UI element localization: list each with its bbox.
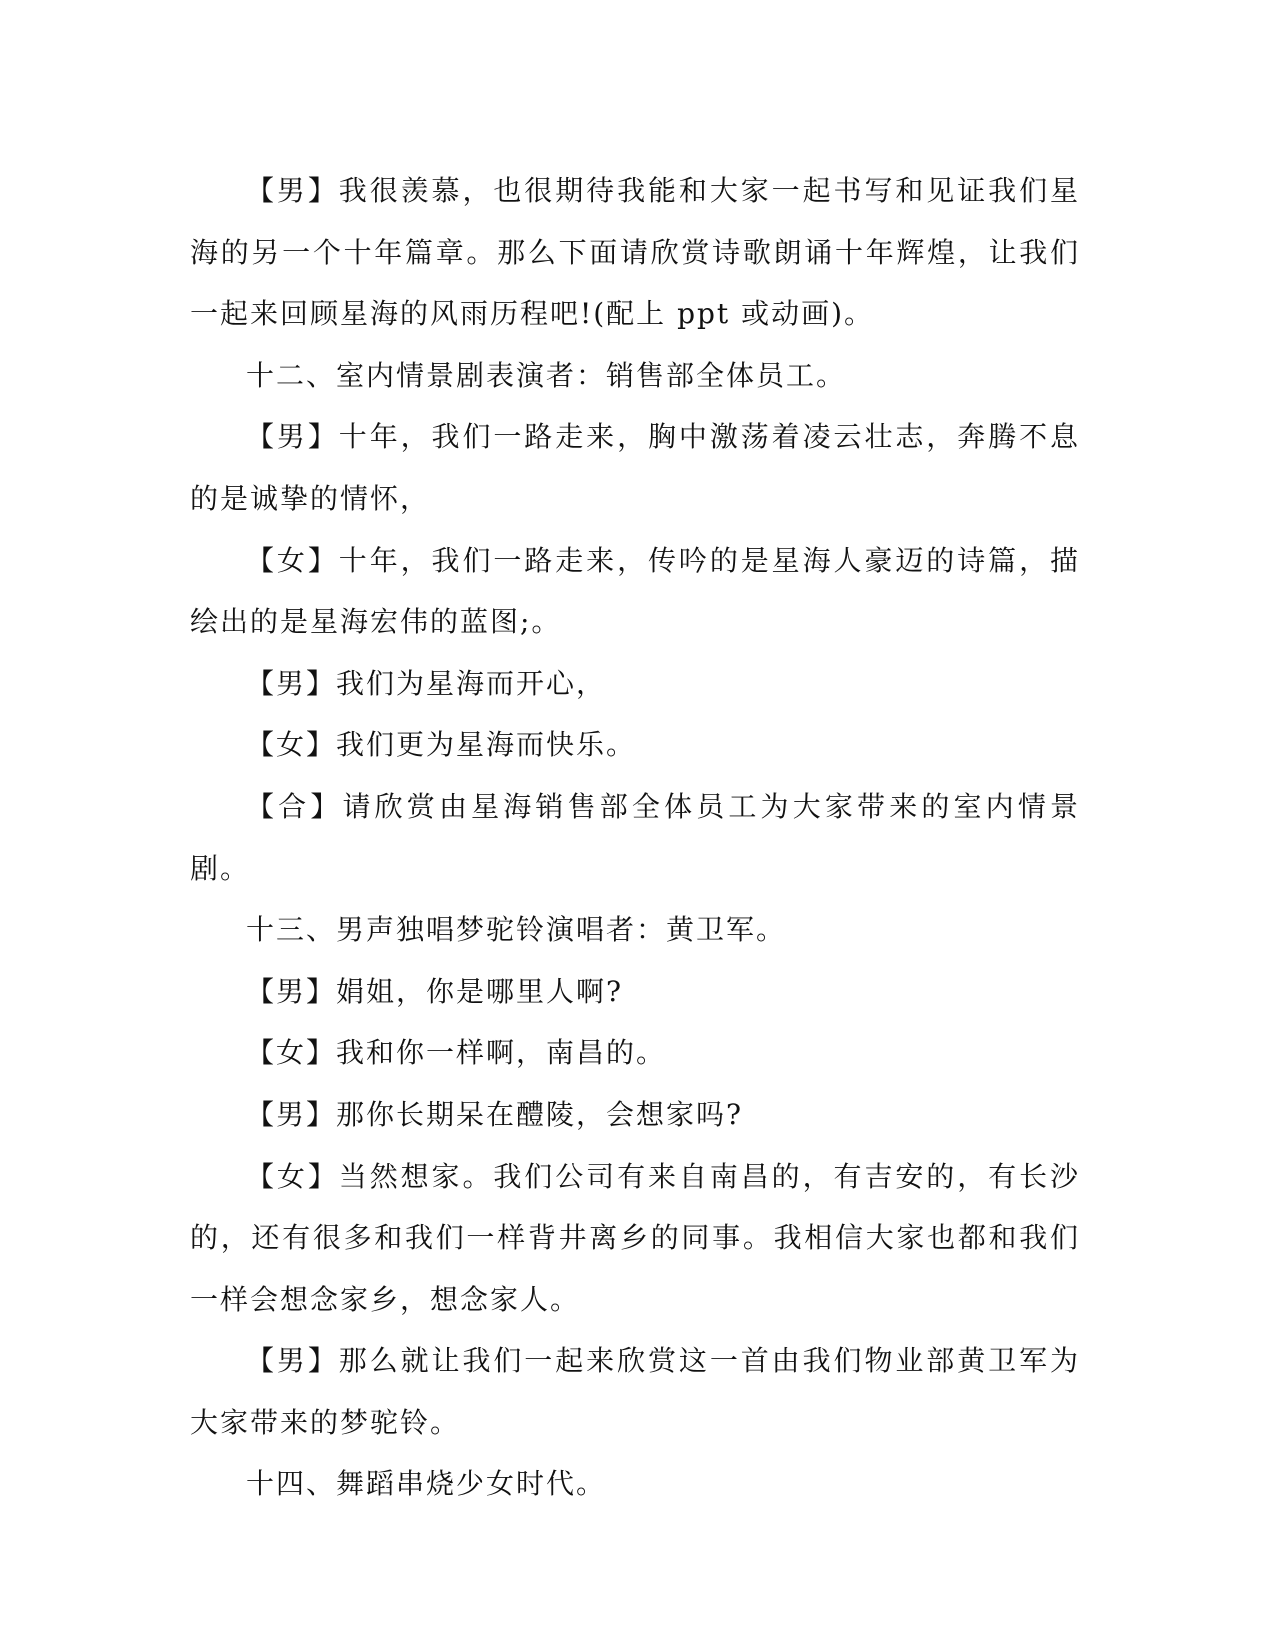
paragraph: 【男】那你长期呆在醴陵，会想家吗? — [246, 1097, 744, 1131]
paragraph: 【男】我很羡慕，也很期待我能和大家一起书写和见证我们星海的另一个十年篇章。那么下面请欣赏诗歌朗诵十年辉煌，让我们一起来回顾星海的风雨历程吧!(配上 ppt 或动画)。 — [190, 174, 1080, 331]
paragraph: 【男】我们为星海而开心， — [246, 666, 607, 700]
paragraph: 【合】请欣赏由星海销售部全体员工为大家带来的室内情景剧。 — [190, 789, 1080, 885]
paragraph: 【女】我和你一样啊，南昌的。 — [246, 1036, 667, 1070]
paragraph: 【女】十年，我们一路走来，传吟的是星海人豪迈的诗篇，描绘出的是星海宏伟的蓝图;。 — [190, 543, 1080, 639]
paragraph: 【男】娟姐，你是哪里人啊? — [246, 974, 624, 1008]
paragraph: 十二、室内情景剧表演者：销售部全体员工。 — [246, 358, 847, 392]
document-body — [190, 160, 1080, 1515]
paragraph: 【女】当然想家。我们公司有来自南昌的，有吉安的，有长沙的，还有很多和我们一样背井离乡的同事。我相信大家也都和我们一样会想念家乡，想念家人。 — [190, 1159, 1080, 1316]
paragraph: 十三、男声独唱梦驼铃演唱者：黄卫军。 — [246, 913, 787, 947]
paragraph: 十四、舞蹈串烧少女时代。 — [246, 1467, 607, 1501]
paragraph: 【女】我们更为星海而快乐。 — [246, 728, 637, 762]
paragraph: 【男】十年，我们一路走来，胸中激荡着凌云壮志，奔腾不息的是诚挚的情怀， — [190, 420, 1080, 515]
paragraph: 【男】那么就让我们一起来欣赏这一首由我们物业部黄卫军为大家带来的梦驼铃。 — [190, 1344, 1080, 1439]
